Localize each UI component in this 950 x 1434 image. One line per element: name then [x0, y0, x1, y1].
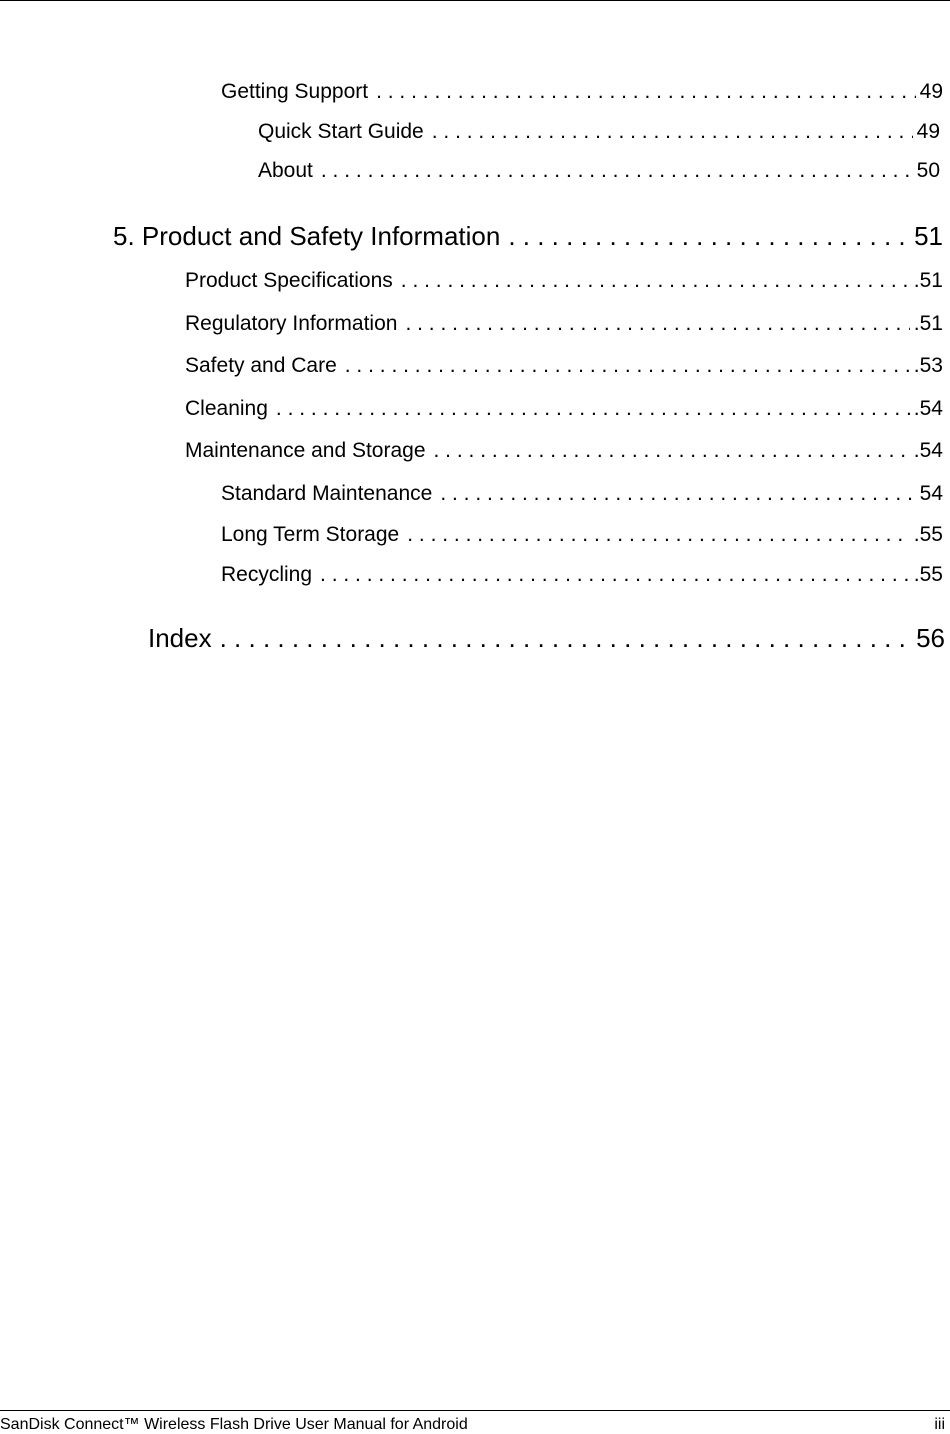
- toc-entry-maintenance-and-storage[interactable]: [185, 439, 943, 463]
- dot-leader: [440, 482, 915, 506]
- dot-leader: [508, 221, 910, 252]
- toc-index[interactable]: [148, 623, 945, 654]
- dot-leader: [401, 269, 910, 293]
- toc-entry-label: Maintenance and Storage: [185, 439, 426, 462]
- footer-rule: [0, 1410, 950, 1411]
- toc-entry-page: 49: [916, 120, 940, 143]
- toc-entry-label: Cleaning: [185, 397, 268, 420]
- toc-entry-page: .55: [913, 523, 943, 546]
- toc-entry-label: Long Term Storage: [221, 523, 400, 546]
- toc-entry-about[interactable]: [258, 159, 940, 183]
- toc-entry-product-specifications[interactable]: [185, 269, 943, 293]
- toc-entry-safety-and-care[interactable]: [185, 354, 943, 378]
- toc-entry-page: .54: [913, 439, 943, 462]
- toc-entry-recycling[interactable]: [221, 563, 943, 587]
- toc-entry-getting-support[interactable]: [221, 80, 943, 104]
- toc-entry-label: Recycling: [221, 563, 313, 586]
- dot-leader: [432, 120, 913, 144]
- dot-leader: [376, 80, 916, 104]
- dot-leader: [345, 354, 910, 378]
- toc-entry-cleaning[interactable]: [185, 397, 943, 421]
- toc-entry-page: .51: [913, 312, 943, 335]
- toc-entry-page: 51: [914, 221, 943, 251]
- toc-entry-label: Index: [148, 623, 212, 653]
- toc-entry-page: .53: [913, 354, 943, 377]
- toc-entry-page: 54: [919, 482, 943, 505]
- toc-entry-regulatory-information[interactable]: [185, 312, 943, 336]
- toc-entry-label: 5. Product and Safety Information: [113, 221, 501, 251]
- footer-page-number: iii: [934, 1416, 945, 1433]
- toc-entry-label: Quick Start Guide: [258, 120, 424, 143]
- dot-leader: [405, 312, 909, 336]
- dot-leader: [320, 563, 910, 587]
- toc-entry-long-term-storage[interactable]: [221, 523, 943, 547]
- dot-leader: [434, 439, 910, 463]
- top-rule: [0, 0, 950, 1]
- toc-entry-label: About: [258, 159, 313, 182]
- toc-entry-page: .51: [913, 269, 943, 292]
- toc-entry-label: Getting Support: [221, 80, 369, 103]
- toc-entry-page: 50: [916, 159, 940, 182]
- dot-leader: [276, 397, 910, 421]
- toc-entry-label: Safety and Care: [185, 354, 337, 377]
- toc-chapter-5-product-safety[interactable]: [113, 221, 943, 252]
- dot-leader: [220, 623, 912, 654]
- toc-entry-label: Regulatory Information: [185, 312, 398, 335]
- toc-entry-standard-maintenance[interactable]: [221, 482, 943, 506]
- toc-entry-page: .54: [913, 397, 943, 420]
- dot-leader: [407, 523, 910, 547]
- page-footer: [0, 1416, 945, 1434]
- dot-leader: [321, 159, 913, 183]
- toc-entry-page: .55: [913, 563, 943, 586]
- footer-title: SanDisk Connect™ Wireless Flash Drive User Manual for Android: [0, 1416, 468, 1433]
- toc-entry-page: 49: [919, 80, 943, 103]
- toc-entry-label: Product Specifications: [185, 269, 393, 292]
- toc-entry-quick-start-guide[interactable]: [258, 120, 940, 144]
- toc-entry-page: 56: [916, 623, 945, 653]
- toc-entry-label: Standard Maintenance: [221, 482, 433, 505]
